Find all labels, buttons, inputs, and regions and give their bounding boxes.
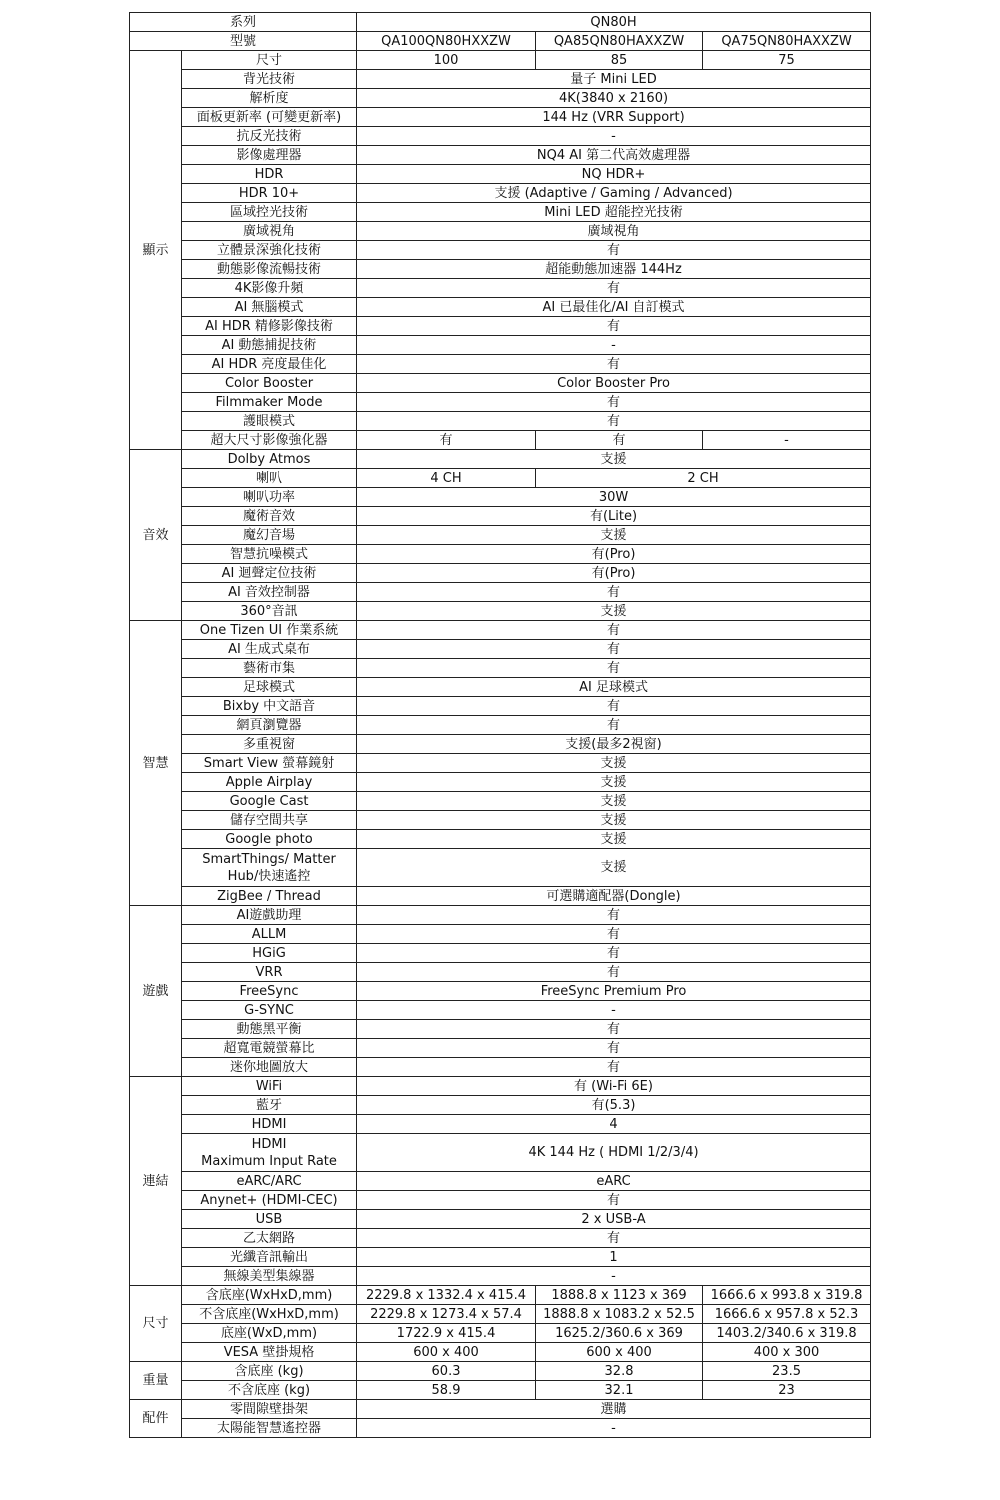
category-display: 顯示 [130,51,182,450]
size-100: 100 [357,51,536,70]
spec-value: 有 [357,1058,871,1077]
spec-value: 量子 Mini LED [357,70,871,89]
spec-row [130,963,871,982]
spec-value: FreeSync Premium Pro [357,982,871,1001]
spec-value: 2 x USB-A [357,1210,871,1229]
spec-label: 廣域視角 [182,222,357,241]
spec-label: 不含底座(WxHxD,mm) [182,1305,357,1324]
spec-value: 58.9 [357,1381,536,1400]
spec-label: 儲存空間共享 [182,811,357,830]
spec-label: AI遊戲助理 [182,906,357,925]
spec-row [130,887,871,906]
spec-value: 1666.6 x 957.8 x 52.3 [703,1305,871,1324]
spec-label: Filmmaker Mode [182,393,357,412]
spec-label: 零間隙壁掛架 [182,1400,357,1419]
spec-label: ZigBee / Thread [182,887,357,906]
series-value: QN80H [357,13,871,32]
spec-value: AI 足球模式 [357,678,871,697]
spec-value: 有 [357,944,871,963]
spec-row [130,849,871,887]
spec-value: 有 [357,640,871,659]
spec-label: AI HDR 亮度最佳化 [182,355,357,374]
spec-row [130,317,871,336]
spec-label: Anynet+ (HDMI-CEC) [182,1191,357,1210]
spec-row [130,1191,871,1210]
spec-value: 1403.2/340.6 x 319.8 [703,1324,871,1343]
spec-row [130,773,871,792]
spec-label: 智慧抗噪模式 [182,545,357,564]
spec-label: 足球模式 [182,678,357,697]
spec-value: 有 [357,697,871,716]
spec-value: 有(Lite) [357,507,871,526]
spec-label: 乙太網路 [182,1229,357,1248]
spec-row [130,393,871,412]
spec-value: NQ4 AI 第二代高效處理器 [357,146,871,165]
spec-label: 背光技術 [182,70,357,89]
spec-label [182,1134,357,1172]
spec-label: AI HDR 精修影像技術 [182,317,357,336]
spec-label: 藝術市集 [182,659,357,678]
spec-value: 廣域視角 [357,222,871,241]
spec-label: 解析度 [182,89,357,108]
spec-value: 1888.8 x 1083.2 x 52.5 [536,1305,703,1324]
spec-label: 360°音訊 [182,602,357,621]
spec-label: 光纖音訊輸出 [182,1248,357,1267]
size-85: 85 [536,51,703,70]
spec-row [130,1096,871,1115]
spec-row [130,1058,871,1077]
spec-value: 2 CH [536,469,871,488]
spec-row [130,545,871,564]
spec-label: Bixby 中文語音 [182,697,357,716]
spec-row [130,89,871,108]
spec-row [130,659,871,678]
spec-value: 有 [357,355,871,374]
spec-row [130,1381,871,1400]
spec-label: 含底座(WxHxD,mm) [182,1286,357,1305]
spec-value: 有 [357,716,871,735]
spec-value: 支援 (Adaptive / Gaming / Advanced) [357,184,871,203]
spec-row [130,431,871,450]
spec-row [130,602,871,621]
spec-label: AI 生成式桌布 [182,640,357,659]
spec-label: 護眼模式 [182,412,357,431]
spec-label: HDMI [182,1115,357,1134]
spec-value: 32.1 [536,1381,703,1400]
spec-value: 4 [357,1115,871,1134]
spec-label: 藍牙 [182,1096,357,1115]
spec-row [130,1343,871,1362]
spec-value: 有 [357,621,871,640]
model-100: QA100QN80HXXZW [357,32,536,51]
spec-value: 支援 [357,849,871,887]
spec-row [130,1305,871,1324]
spec-label-line2: Hub/快速遙控 [227,868,311,884]
spec-value: 4K(3840 x 2160) [357,89,871,108]
spec-label: Smart View 螢幕鏡射 [182,754,357,773]
spec-label: VESA 壁掛規格 [182,1343,357,1362]
spec-row [130,336,871,355]
spec-label: G-SYNC [182,1001,357,1020]
spec-row [130,1267,871,1286]
spec-value: 有 [357,659,871,678]
spec-row [130,374,871,393]
spec-row [130,1324,871,1343]
spec-value: Mini LED 超能控光技術 [357,203,871,222]
spec-label: 4K影像升頻 [182,279,357,298]
spec-label: HGiG [182,944,357,963]
spec-row [130,1229,871,1248]
spec-label: AI 無腦模式 [182,298,357,317]
spec-value: 有(Pro) [357,545,871,564]
spec-value: 1722.9 x 415.4 [357,1324,536,1343]
spec-row [130,146,871,165]
model-row [130,32,871,51]
spec-row [130,564,871,583]
spec-value: 支援 [357,811,871,830]
spec-row [130,488,871,507]
spec-value: 有 [357,431,536,450]
spec-label: 影像處理器 [182,146,357,165]
spec-value: 60.3 [357,1362,536,1381]
spec-value: 支援 [357,754,871,773]
spec-value: 選購 [357,1400,871,1419]
spec-row [130,298,871,317]
spec-row [130,906,871,925]
spec-label: HDR 10+ [182,184,357,203]
spec-label: One Tizen UI 作業系統 [182,621,357,640]
spec-label: 網頁瀏覽器 [182,716,357,735]
spec-value: - [357,336,871,355]
spec-value: 有 [357,279,871,298]
spec-value: 超能動態加速器 144Hz [357,260,871,279]
spec-label: FreeSync [182,982,357,1001]
spec-value: - [703,431,871,450]
spec-label: Dolby Atmos [182,450,357,469]
spec-row [130,450,871,469]
spec-value: 1666.6 x 993.8 x 319.8 [703,1286,871,1305]
category-weight: 重量 [130,1362,182,1400]
spec-row [130,1115,871,1134]
spec-value: 有 [357,1039,871,1058]
spec-value: 2229.8 x 1332.4 x 415.4 [357,1286,536,1305]
spec-row [130,735,871,754]
spec-label: Color Booster [182,374,357,393]
spec-row [130,1419,871,1438]
spec-label: ALLM [182,925,357,944]
spec-value: 支援 [357,450,871,469]
spec-row [130,792,871,811]
spec-value: 有(Pro) [357,564,871,583]
spec-label: 魔幻音場 [182,526,357,545]
spec-value: 支援 [357,792,871,811]
spec-value: 600 x 400 [357,1343,536,1362]
spec-row [130,355,871,374]
spec-value: 30W [357,488,871,507]
spec-row [130,412,871,431]
spec-value: - [357,1001,871,1020]
size-75: 75 [703,51,871,70]
spec-label: Apple Airplay [182,773,357,792]
spec-label: USB [182,1210,357,1229]
spec-row [130,222,871,241]
spec-row [130,241,871,260]
spec-row [130,716,871,735]
series-row [130,13,871,32]
spec-row [130,260,871,279]
spec-value: 有 [357,412,871,431]
spec-label-line2: Maximum Input Rate [201,1153,337,1169]
spec-row [130,1020,871,1039]
spec-label-line1: HDMI [251,1136,287,1152]
spec-label: HDR [182,165,357,184]
series-label: 系列 [130,13,357,32]
spec-value: eARC [357,1172,871,1191]
spec-value: 可選購適配器(Dongle) [357,887,871,906]
spec-label: 動態黑平衡 [182,1020,357,1039]
spec-value: 支援 [357,526,871,545]
spec-row [130,1039,871,1058]
spec-row [130,830,871,849]
spec-row [130,507,871,526]
spec-row [130,925,871,944]
spec-row [130,811,871,830]
spec-row [130,108,871,127]
spec-row [130,469,871,488]
spec-value: 有 [357,1020,871,1039]
spec-row [130,526,871,545]
spec-value: 有 [357,963,871,982]
spec-label: AI 音效控制器 [182,583,357,602]
spec-value: NQ HDR+ [357,165,871,184]
spec-value: Color Booster Pro [357,374,871,393]
spec-label: AI 動態捕捉技術 [182,336,357,355]
spec-row [130,1077,871,1096]
spec-label: 動態影像流暢技術 [182,260,357,279]
spec-value: 4K 144 Hz ( HDMI 1/2/3/4) [357,1134,871,1172]
spec-row [130,678,871,697]
category-connectivity: 連結 [130,1077,182,1286]
spec-value: 支援 [357,773,871,792]
spec-value: 有 [357,906,871,925]
spec-label: eARC/ARC [182,1172,357,1191]
model-85: QA85QN80HAXXZW [536,32,703,51]
spec-row [130,1362,871,1381]
spec-value: 400 x 300 [703,1343,871,1362]
spec-value: 1888.8 x 1123 x 369 [536,1286,703,1305]
spec-value: 有 [357,1229,871,1248]
spec-value: 1625.2/360.6 x 369 [536,1324,703,1343]
spec-row [130,944,871,963]
spec-value: 144 Hz (VRR Support) [357,108,871,127]
spec-value: 有 [357,583,871,602]
spec-label: 底座(WxD,mm) [182,1324,357,1343]
spec-label-line1: SmartThings/ Matter [202,851,336,867]
spec-label: 抗反光技術 [182,127,357,146]
spec-label: Google photo [182,830,357,849]
spec-label: 超寬電競螢幕比 [182,1039,357,1058]
spec-label: 多重視窗 [182,735,357,754]
spec-row [130,279,871,298]
spec-label: 喇叭 [182,469,357,488]
spec-value: 支援 [357,830,871,849]
spec-row [130,203,871,222]
spec-row [130,184,871,203]
spec-value: 23 [703,1381,871,1400]
spec-row [130,1400,871,1419]
spec-value: 支援(最多2視窗) [357,735,871,754]
spec-label: AI 迴聲定位技術 [182,564,357,583]
spec-row [130,1286,871,1305]
spec-row [130,1248,871,1267]
category-dimensions: 尺寸 [130,1286,182,1362]
spec-value: 支援 [357,602,871,621]
spec-value: 有(5.3) [357,1096,871,1115]
category-gaming: 遊戲 [130,906,182,1077]
spec-value: 有 [357,241,871,260]
spec-value: 600 x 400 [536,1343,703,1362]
spec-label: 迷你地圖放大 [182,1058,357,1077]
spec-table [129,12,871,1438]
spec-label: 面板更新率 (可變更新率) [182,108,357,127]
spec-row [130,1210,871,1229]
spec-label: 含底座 (kg) [182,1362,357,1381]
model-75: QA75QN80HAXXZW [703,32,871,51]
spec-label: 立體景深強化技術 [182,241,357,260]
spec-value: 有 [357,1191,871,1210]
spec-row [130,640,871,659]
spec-row [130,1134,871,1172]
spec-label: 魔術音效 [182,507,357,526]
spec-label: WiFi [182,1077,357,1096]
spec-value: 1 [357,1248,871,1267]
spec-value: 23.5 [703,1362,871,1381]
spec-row [130,754,871,773]
spec-value: - [357,127,871,146]
category-audio: 音效 [130,450,182,621]
spec-row [130,697,871,716]
spec-value: - [357,1267,871,1286]
size-label: 尺寸 [182,51,357,70]
spec-row [130,165,871,184]
spec-row [130,982,871,1001]
category-smart: 智慧 [130,621,182,906]
spec-value: - [357,1419,871,1438]
spec-label: 喇叭功率 [182,488,357,507]
spec-value: 32.8 [536,1362,703,1381]
spec-value: AI 已最佳化/AI 自訂模式 [357,298,871,317]
model-label: 型號 [130,32,357,51]
spec-label [182,849,357,887]
spec-label: 無線美型集線器 [182,1267,357,1286]
spec-label: 區域控光技術 [182,203,357,222]
category-accessories: 配件 [130,1400,182,1438]
spec-row [130,70,871,89]
spec-label: VRR [182,963,357,982]
spec-value: 有 [357,393,871,412]
spec-label: 不含底座 (kg) [182,1381,357,1400]
spec-value: 2229.8 x 1273.4 x 57.4 [357,1305,536,1324]
spec-label: Google Cast [182,792,357,811]
spec-row [130,1172,871,1191]
spec-value: 4 CH [357,469,536,488]
size-row [130,51,871,70]
spec-value: 有 [357,317,871,336]
spec-value: 有 [357,925,871,944]
spec-label: 太陽能智慧遙控器 [182,1419,357,1438]
spec-label: 超大尺寸影像強化器 [182,431,357,450]
spec-row [130,1001,871,1020]
spec-value: 有 (Wi-Fi 6E) [357,1077,871,1096]
spec-row [130,621,871,640]
spec-row [130,127,871,146]
spec-value: 有 [536,431,703,450]
spec-row [130,583,871,602]
